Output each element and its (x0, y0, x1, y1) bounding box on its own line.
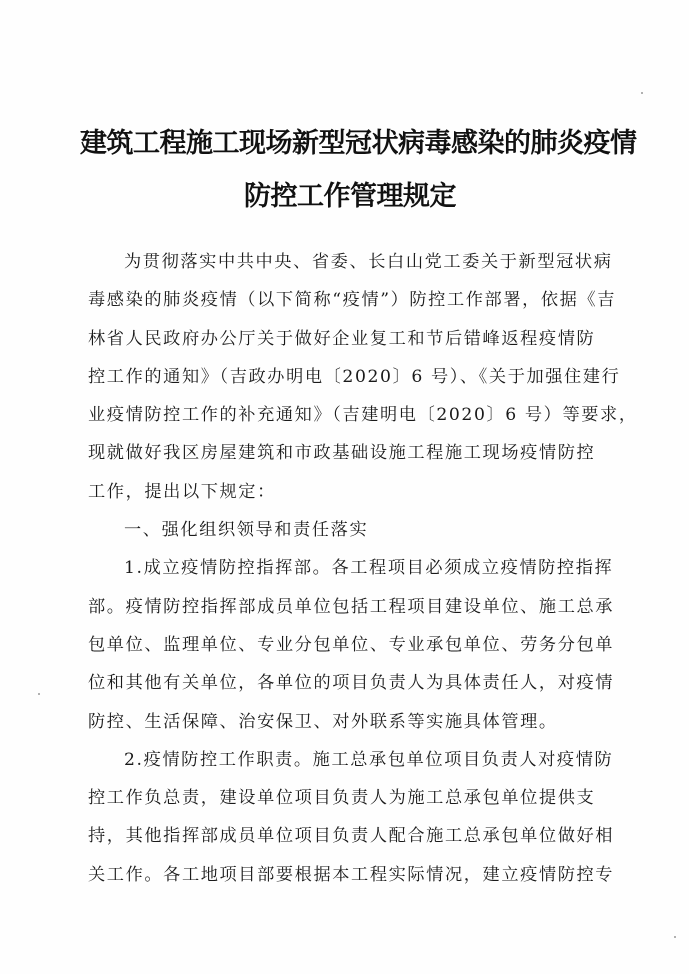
paragraph-line: 2.疫情防控工作职责。施工总承包单位项目负责人对疫情防 (124, 749, 614, 770)
document-title-line-1: 建筑工程施工现场新型冠状病毒感染的肺炎疫情 (80, 128, 637, 159)
paragraph-line: 关工作。各工地项目部要根据本工程实际情况，建立疫情防控专 (88, 864, 615, 885)
paragraph-line: 为贯彻落实中共中央、省委、长白山党工委关于新型冠状病 (124, 252, 613, 272)
paragraph-line: 现就做好我区房屋建筑和市政基础设施工程施工现场疫情防控 (88, 443, 596, 464)
paragraph-line: 防控、生活保障、治安保卫、对外联系等实施具体管理。 (88, 711, 558, 732)
paragraph-line: 林省人民政府办公厅关于做好企业复工和节后错峰返程疫情防 (88, 328, 596, 349)
paragraph-line: 控工作负总责，建设单位项目负责人为施工总承包单位提供支 (88, 788, 596, 809)
scan-speck (641, 92, 643, 94)
paragraph-line: 位和其他有关单位，各单位的项目负责人为具体责任人，对疫情 (88, 673, 615, 694)
section-heading: 一、强化组织领导和责任落实 (124, 520, 369, 541)
paragraph-line: 工作，提出以下规定： (88, 481, 276, 502)
paragraph-line: 业疫情防控工作的补充通知》（吉建明电〔2020〕6 号）等要求， (88, 405, 638, 426)
document-title-line-2: 防控工作管理规定 (244, 181, 456, 212)
scan-speck (38, 693, 40, 695)
document-body (88, 243, 638, 894)
scan-speck (674, 936, 676, 938)
paragraph-line: 控工作的通知》（吉政办明电〔2020〕6 号）、《关于加强住建行 (88, 366, 621, 387)
paragraph-line: 持，其他指挥部成员单位项目负责人配合施工总承包单位做好相 (88, 826, 615, 847)
paragraph-line: 包单位、监理单位、专业分包单位、专业承包单位、劳务分包单 (88, 634, 615, 655)
paragraph-line: 部。疫情防控指挥部成员单位包括工程项目建设单位、施工总承 (88, 596, 615, 617)
paragraph-line: 1.成立疫情防控指挥部。各工程项目必须成立疫情防控指挥 (124, 558, 614, 579)
paragraph-line: 毒感染的肺炎疫情（以下简称“疫情”）防控工作部署，依据《吉 (88, 290, 617, 311)
